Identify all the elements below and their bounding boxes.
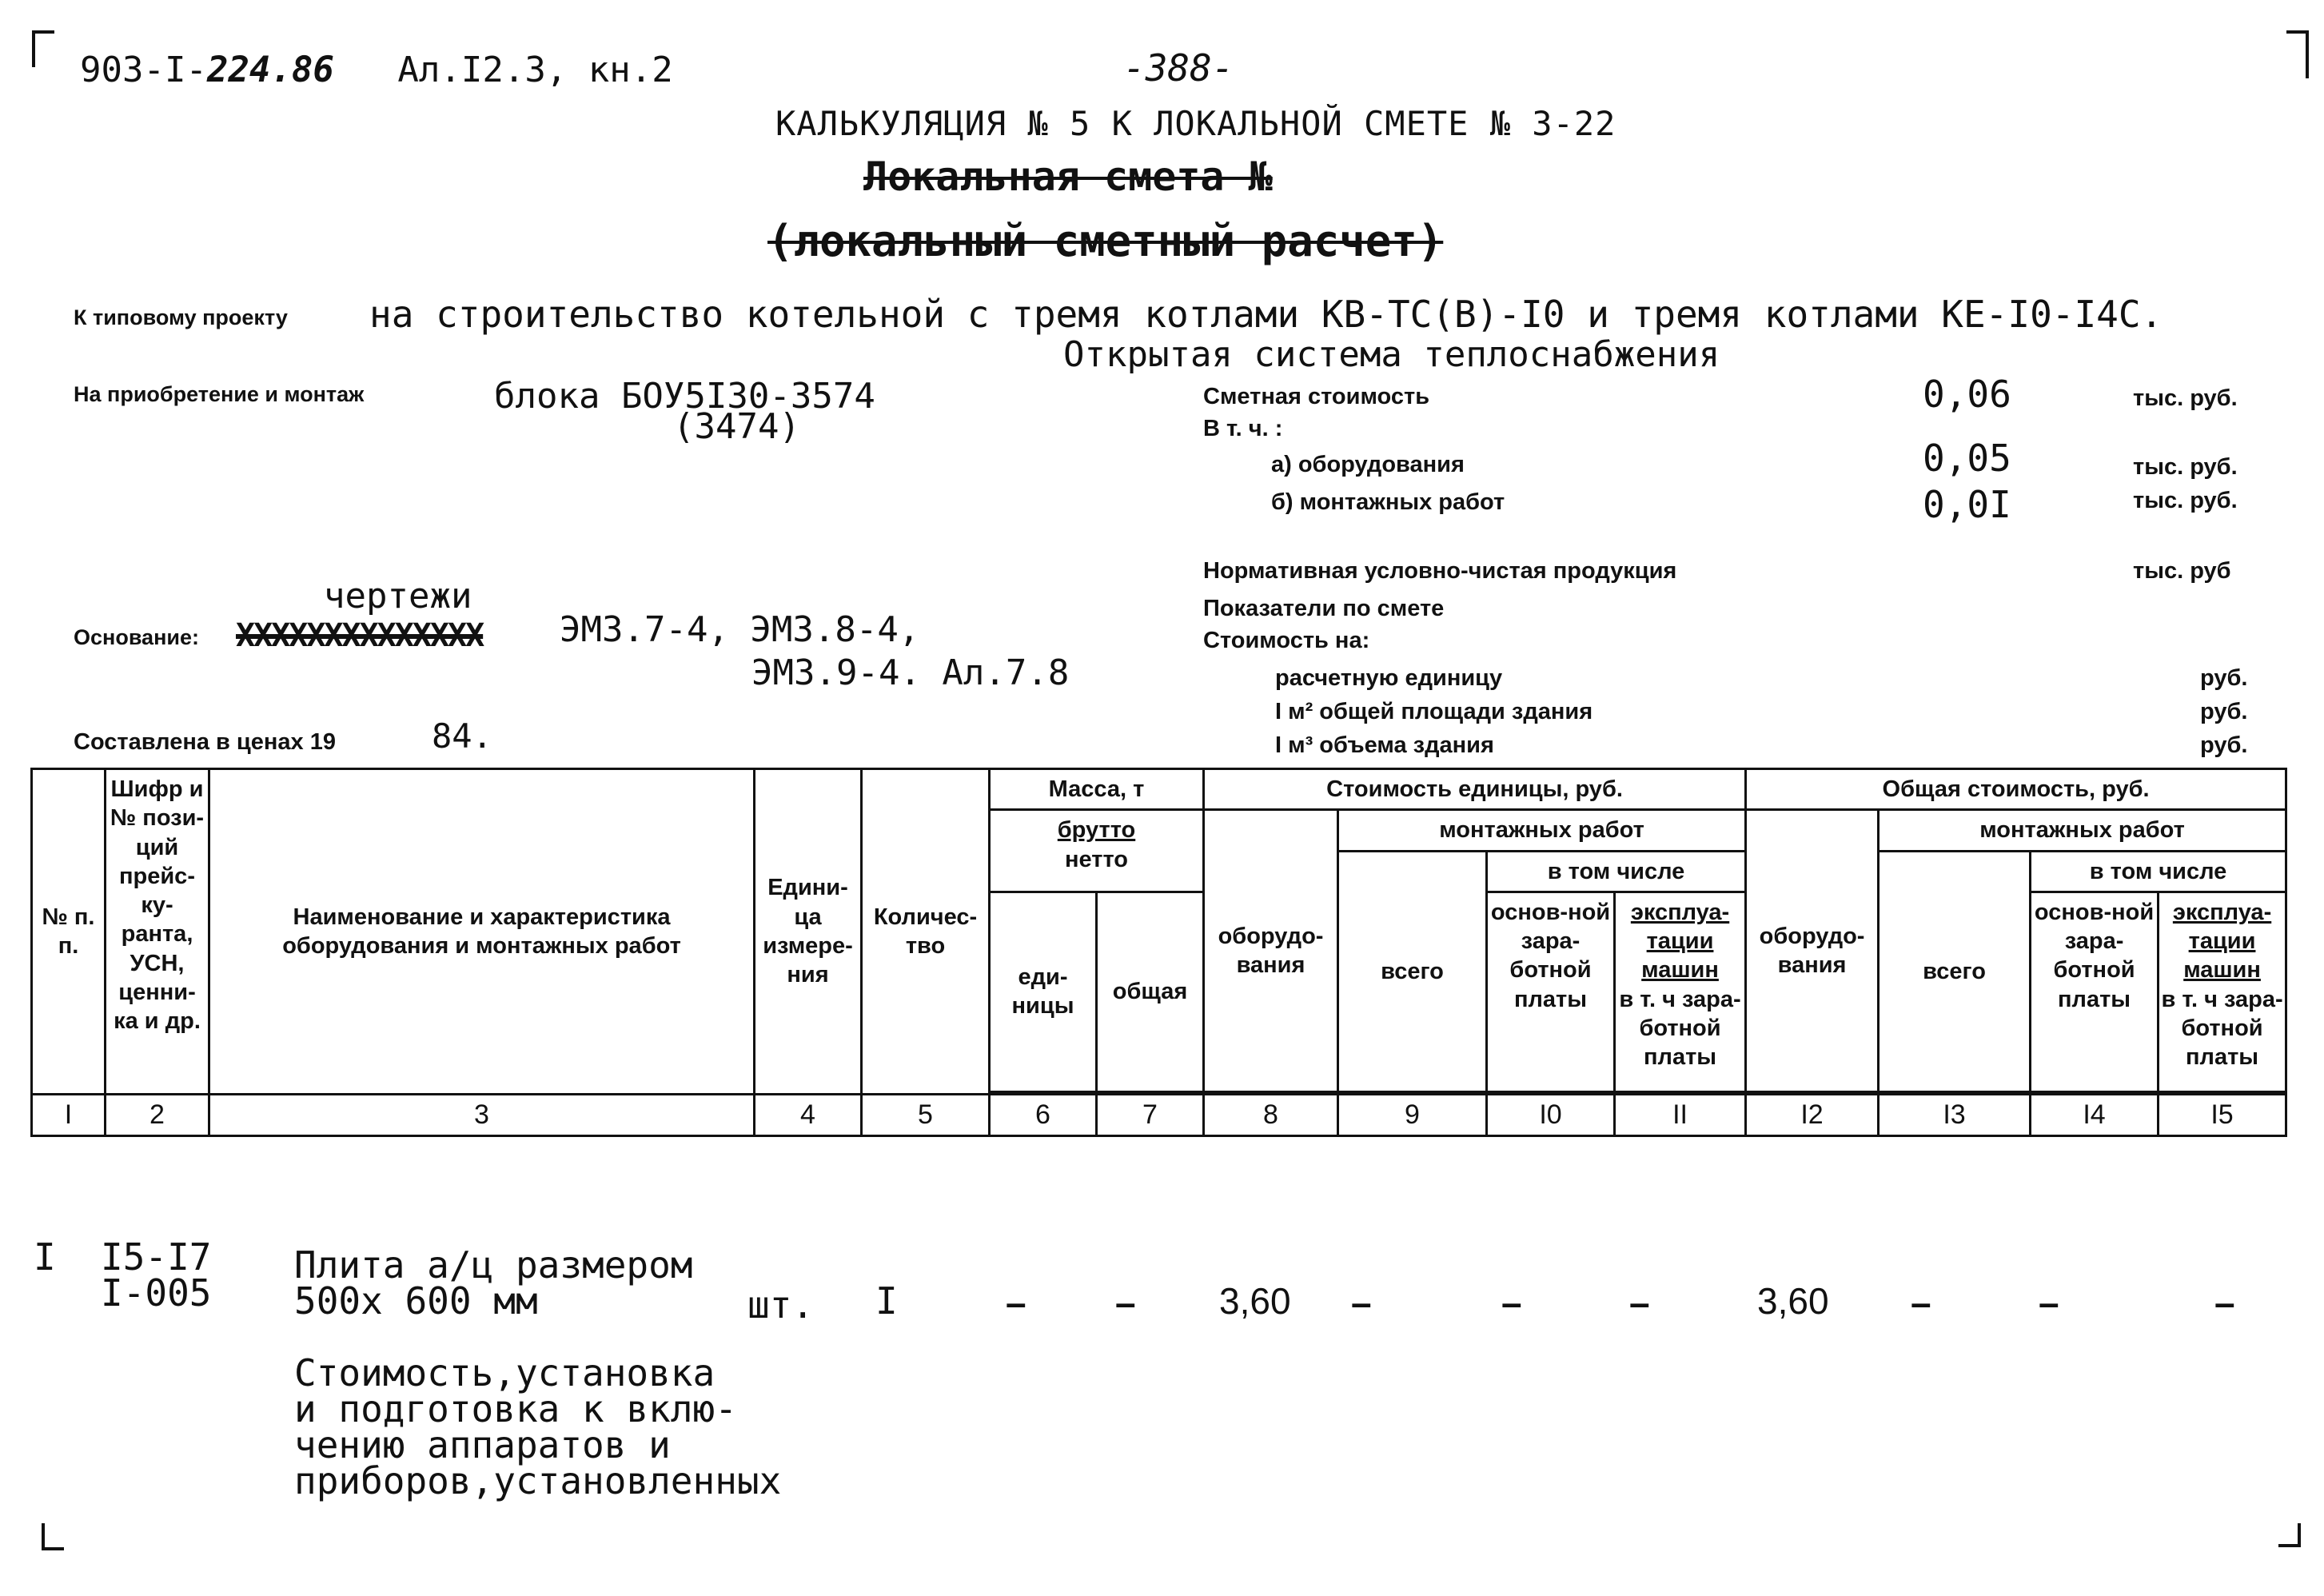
corner-mark-top-right (2286, 30, 2309, 78)
row-inst-wage: – (1501, 1282, 1522, 1323)
row-inst-machine: – (1629, 1282, 1650, 1323)
corner-mark-bottom-left (42, 1523, 64, 1550)
estimated-cost-label: Сметная стоимость (1203, 384, 1430, 409)
calculation-title: КАЛЬКУЛЯЦИЯ № 5 К ЛОКАЛЬНОЙ СМЕТЕ № 3-22 (775, 104, 1616, 143)
th-code: Шифр и № пози-ций прейс-ку-ранта, УСН, ценни-ка и др. (106, 769, 209, 1095)
row-code-1: I5-I7 (101, 1235, 212, 1279)
th-unit-incl: в том числе (1487, 851, 1746, 892)
installation-cost-value: 0,0I (1923, 483, 2011, 526)
col-num: I5 (2159, 1094, 2286, 1135)
basis-handwritten: чертежи (324, 576, 472, 616)
row-equip-total: 3,60 (1757, 1280, 1829, 1322)
col-num: 7 (1097, 1094, 1204, 1135)
cost-per-label: Стоимость на: (1203, 628, 1370, 653)
album-ref: Ал.I2.3, кн.2 (397, 50, 673, 90)
th-brutto: брутто (1057, 817, 1136, 844)
row-name-1: Плита а/ц размером (294, 1243, 693, 1287)
th-unit-base-wage: основ-ной зара-ботной платы (1487, 892, 1615, 1091)
basis-label: Основание: (74, 625, 199, 649)
th-mass-total: общая (1097, 892, 1204, 1091)
th-number: № п. п. (32, 769, 106, 1095)
th-total-machine-wage: в т. ч зара-ботной платы (2161, 986, 2283, 1070)
estimated-cost-unit: тыс. руб. (2133, 385, 2238, 411)
th-netto: нетто (1065, 846, 1128, 872)
normative-label: Нормативная условно-чистая продукция (1203, 558, 1677, 584)
row-unit: шт. (747, 1283, 815, 1327)
col-num: 5 (862, 1094, 990, 1135)
th-total-all: всего (1879, 851, 2031, 1091)
struck-title-1: Локальная смета № (863, 154, 1273, 200)
th-total-machine (2159, 892, 2286, 1091)
col-num: 4 (755, 1094, 862, 1135)
row-name-2: 500х 600 мм (294, 1279, 538, 1323)
equipment-cost-unit: тыс. руб. (2133, 454, 2238, 480)
prices-year: 84. (432, 716, 492, 756)
th-total-machine-op: эксплуа-тации машин (2172, 899, 2272, 984)
per-unit-unit: руб. (2200, 665, 2248, 691)
th-total-base-wage: основ-ной зара-ботной платы (2031, 892, 2159, 1091)
basis-value-line2: ЭМЗ.9-4. Ал.7.8 (751, 652, 1070, 693)
th-total-installation: монтажных работ (1879, 810, 2286, 851)
incl-label: В т. ч. : (1203, 416, 1283, 441)
continuation-line-1: Стоимость,установка (294, 1351, 716, 1395)
col-num: I (32, 1094, 106, 1135)
col-num: I3 (1879, 1094, 2031, 1135)
th-mass: Масса, т (990, 769, 1204, 810)
row-equip-unit: 3,60 (1219, 1280, 1291, 1322)
prices-label: Составлена в ценах 19 (74, 729, 336, 755)
th-unit-equipment: оборудо-вания (1204, 810, 1338, 1092)
continuation-line-4: приборов,установленных (294, 1459, 782, 1502)
document-code (80, 50, 673, 90)
per-unit-label: расчетную единицу (1275, 665, 1503, 691)
equipment-cost-label: а) оборудования (1271, 452, 1465, 477)
equipment-cost-value: 0,05 (1923, 437, 2011, 480)
basis-value: ЭМЗ.7-4, ЭМЗ.8-4, (560, 609, 920, 650)
code-prefix: 903-I- (80, 50, 207, 90)
row-inst-all: – (1351, 1282, 1372, 1323)
th-total-incl: в том числе (2031, 851, 2286, 892)
installation-cost-unit: тыс. руб. (2133, 488, 2238, 513)
col-num: 9 (1338, 1094, 1487, 1135)
struck-title-2: (локальный сметный расчет) (767, 216, 1444, 266)
per-area-unit: руб. (2200, 699, 2248, 724)
row-mass-unit: – (1006, 1282, 1026, 1323)
acquisition-label: На приобретение и монтаж (74, 382, 365, 406)
col-num: 3 (209, 1094, 755, 1135)
project-value-line2: Открытая система теплоснабжения (1063, 334, 1720, 375)
col-num: 2 (106, 1094, 209, 1135)
th-total-equipment: оборудо-вания (1746, 810, 1879, 1092)
corner-mark-top-left (32, 30, 54, 67)
col-num: I0 (1487, 1094, 1615, 1135)
continuation-line-2: и подготовка к вклю- (294, 1387, 737, 1430)
basis-struck-text: XXXXXXXXXXXXXX (236, 617, 484, 654)
per-volume-unit: руб. (2200, 732, 2248, 758)
th-unit-all: всего (1338, 851, 1487, 1091)
continuation-line-3: чению аппаратов и (294, 1423, 671, 1466)
col-num: 8 (1204, 1094, 1338, 1135)
project-label: К типовому проекту (74, 305, 288, 329)
col-num: I2 (1746, 1094, 1879, 1135)
column-number-row (32, 1094, 2286, 1135)
row-tot-wage: – (2039, 1282, 2059, 1323)
row-code-2: I-005 (101, 1271, 212, 1315)
code-handwritten: 224.86 (206, 50, 334, 90)
estimated-cost-value: 0,06 (1923, 373, 2011, 416)
th-mass-unit: еди-ницы (990, 892, 1097, 1091)
th-unit-installation: монтажных работ (1338, 810, 1746, 851)
acquisition-value: блока БОУ5I30-3574 (494, 376, 875, 417)
th-unit: Едини-ца измере-ния (755, 769, 862, 1095)
th-unit-machine-op: эксплуа-тации машин (1630, 899, 1730, 984)
th-quantity: Количес-тво (862, 769, 990, 1095)
normative-unit: тыс. руб (2133, 558, 2231, 584)
th-unit-cost: Стоимость единицы, руб. (1204, 769, 1746, 810)
installation-cost-label: б) монтажных работ (1271, 489, 1505, 515)
th-name: Наименование и характеристика оборудования и монтажных работ (209, 769, 755, 1095)
row-quantity: I (875, 1279, 898, 1323)
th-unit-machine (1615, 892, 1746, 1091)
per-volume-label: I м³ объема здания (1275, 732, 1494, 758)
th-brutto-netto (990, 810, 1204, 892)
th-unit-machine-wage: в т. ч зара-ботной платы (1619, 986, 1741, 1070)
corner-mark-bottom-right (2278, 1523, 2301, 1547)
row-tot-all: – (1911, 1282, 1931, 1323)
estimate-table-header (30, 768, 2286, 1137)
acquisition-value-line2: (3474) (673, 406, 800, 447)
col-num: 6 (990, 1094, 1097, 1135)
indicators-label: Показатели по смете (1203, 596, 1445, 621)
col-num: II (1615, 1094, 1746, 1135)
row-tot-machine: – (2214, 1282, 2235, 1323)
per-area-label: I м² общей площади здания (1275, 699, 1593, 724)
page-number: -388- (1123, 46, 1234, 90)
project-value: на строительство котельной с тремя котлами КВ-ТС(В)-I0 и тремя котлами КЕ-I0-I4С. (369, 293, 2163, 336)
row-number: I (34, 1235, 56, 1279)
th-total-cost: Общая стоимость, руб. (1746, 769, 2286, 810)
row-mass-total: – (1115, 1282, 1136, 1323)
col-num: I4 (2031, 1094, 2159, 1135)
